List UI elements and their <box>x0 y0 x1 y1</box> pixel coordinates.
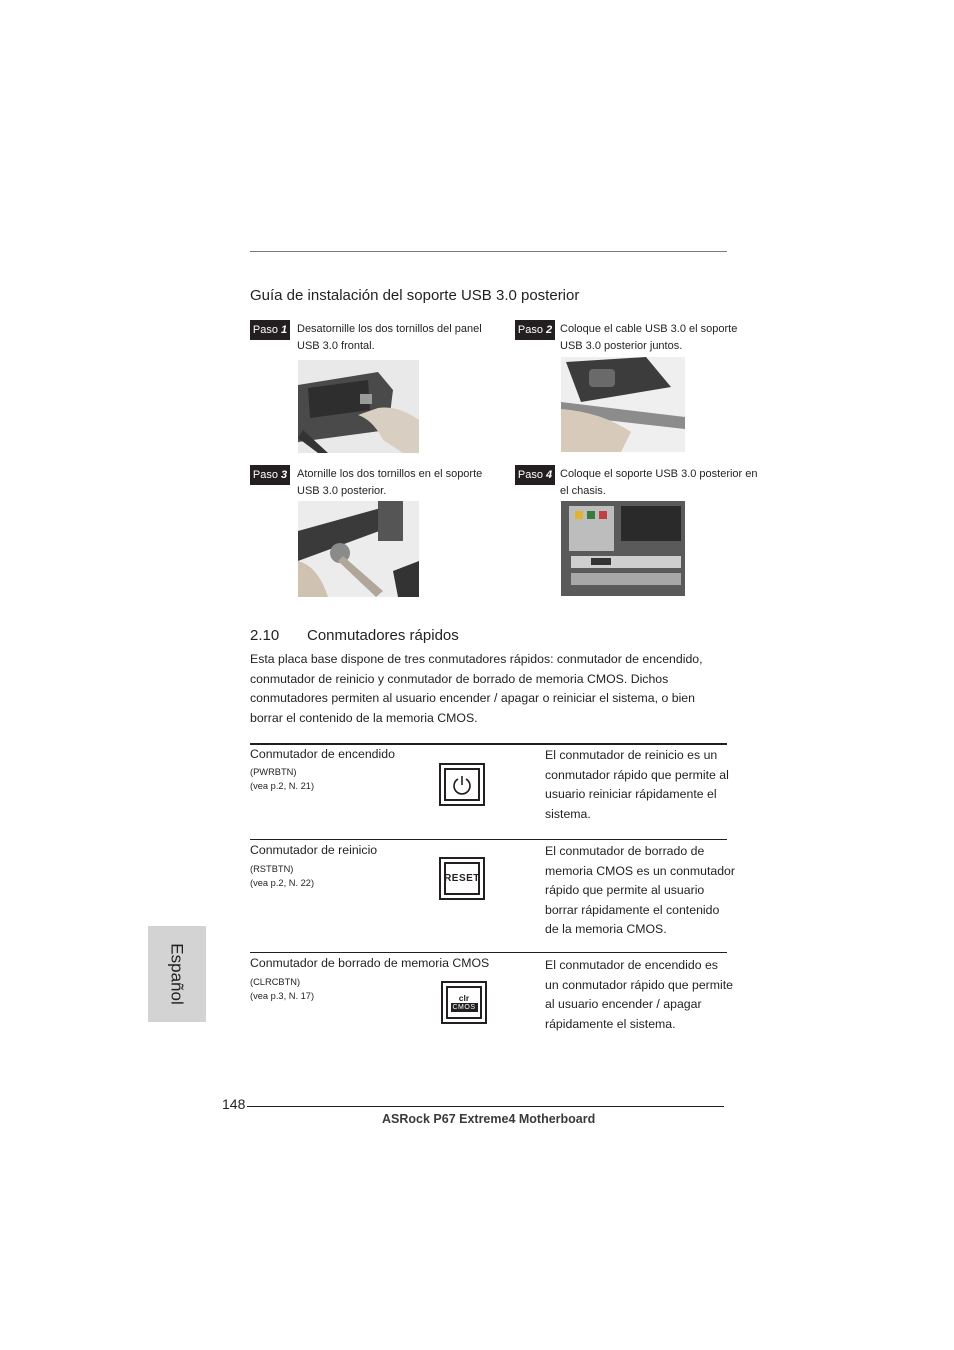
switch-name: Conmutador de reinicio <box>250 843 378 857</box>
table-row-rule <box>250 839 727 840</box>
switch-description: El conmutador de borrado de memoria CMOS es un conmutador rápido que permite al usuario borrar rápidamente el contenido de la memoria CMOS. <box>545 844 735 936</box>
table-row-rule <box>250 952 727 953</box>
step-2-badge <box>515 320 555 340</box>
switch-description: El conmutador de reinicio es un conmutador rápido que permite al usuario reiniciar rápidamente el sistema. <box>545 748 729 821</box>
clear-cmos-icon <box>441 981 487 1024</box>
step-1-photo <box>298 360 419 453</box>
reset-icon-label: RESET <box>444 873 480 884</box>
step-4-badge <box>515 465 555 485</box>
step-label: Paso <box>517 469 543 481</box>
step-number: 4 <box>546 469 553 481</box>
step-label: Paso <box>517 324 543 336</box>
top-rule <box>250 251 727 252</box>
step-number: 1 <box>281 324 288 336</box>
language-label: Español <box>168 943 187 1005</box>
step-3-text: Atornille los dos tornillos en el soporte USB 3.0 posterior. <box>297 468 483 497</box>
footer-title: ASRock P67 Extreme4 Motherboard <box>382 1112 596 1126</box>
switch-name: Conmutador de borrado de memoria CMOS <box>250 956 490 970</box>
step-number: 3 <box>281 469 288 481</box>
guide-title: Guía de instalación del soporte USB 3.0 posterior <box>250 287 580 304</box>
section-title: Conmutadores rápidos <box>307 627 459 644</box>
switch-description: El conmutador de encendido es un conmutador rápido que permite al usuario encender / apagar rápidamente el sistema. <box>545 958 733 1031</box>
switch-code: (PWRBTN) <box>250 767 297 777</box>
step-4-text: Coloque el soporte USB 3.0 posterior en el chasis. <box>560 468 758 497</box>
switch-name: Conmutador de encendido <box>250 747 395 761</box>
reset-icon <box>439 857 485 900</box>
section-number: 2.10 <box>250 627 280 644</box>
section-intro <box>250 650 730 728</box>
step-2-photo <box>561 357 685 452</box>
power-icon <box>439 763 485 806</box>
step-1-text: Desatornille los dos tornillos del panel USB 3.0 frontal. <box>297 323 482 352</box>
switch-code: (RSTBTN) <box>250 864 294 874</box>
clr-label: clr <box>458 993 470 1003</box>
step-label: Paso <box>252 324 278 336</box>
switch-ref: (vea p.2, N. 22) <box>250 878 315 888</box>
page-number: 148 <box>222 1096 246 1112</box>
step-2-text: Coloque el cable USB 3.0 el soporte USB 3.0 posterior juntos. <box>560 323 738 352</box>
step-3-photo <box>298 501 419 597</box>
table-top-rule <box>250 743 727 745</box>
footer-rule <box>247 1106 724 1107</box>
switch-code: (CLRCBTN) <box>250 977 301 987</box>
step-3-badge <box>250 465 290 485</box>
switch-ref: (vea p.3, N. 17) <box>250 991 315 1001</box>
step-1-badge <box>250 320 290 340</box>
step-label: Paso <box>252 469 278 481</box>
step-4-photo <box>561 501 685 596</box>
step-number: 2 <box>546 324 553 336</box>
cmos-label: CMOS <box>452 1004 476 1011</box>
intro-paragraph: Esta placa base dispone de tres conmutadores rápidos: conmutador de encendido, conmutador de reinicio y conmutador de borrado de memoria CMOS. Dichos conmutadores permiten al usuario encender / apagar o reiniciar el sistema, o bien borrar el contenido de la memoria CMOS. <box>250 652 703 725</box>
switch-ref: (vea p.2, N. 21) <box>250 781 315 791</box>
language-side-tab <box>148 926 206 1022</box>
